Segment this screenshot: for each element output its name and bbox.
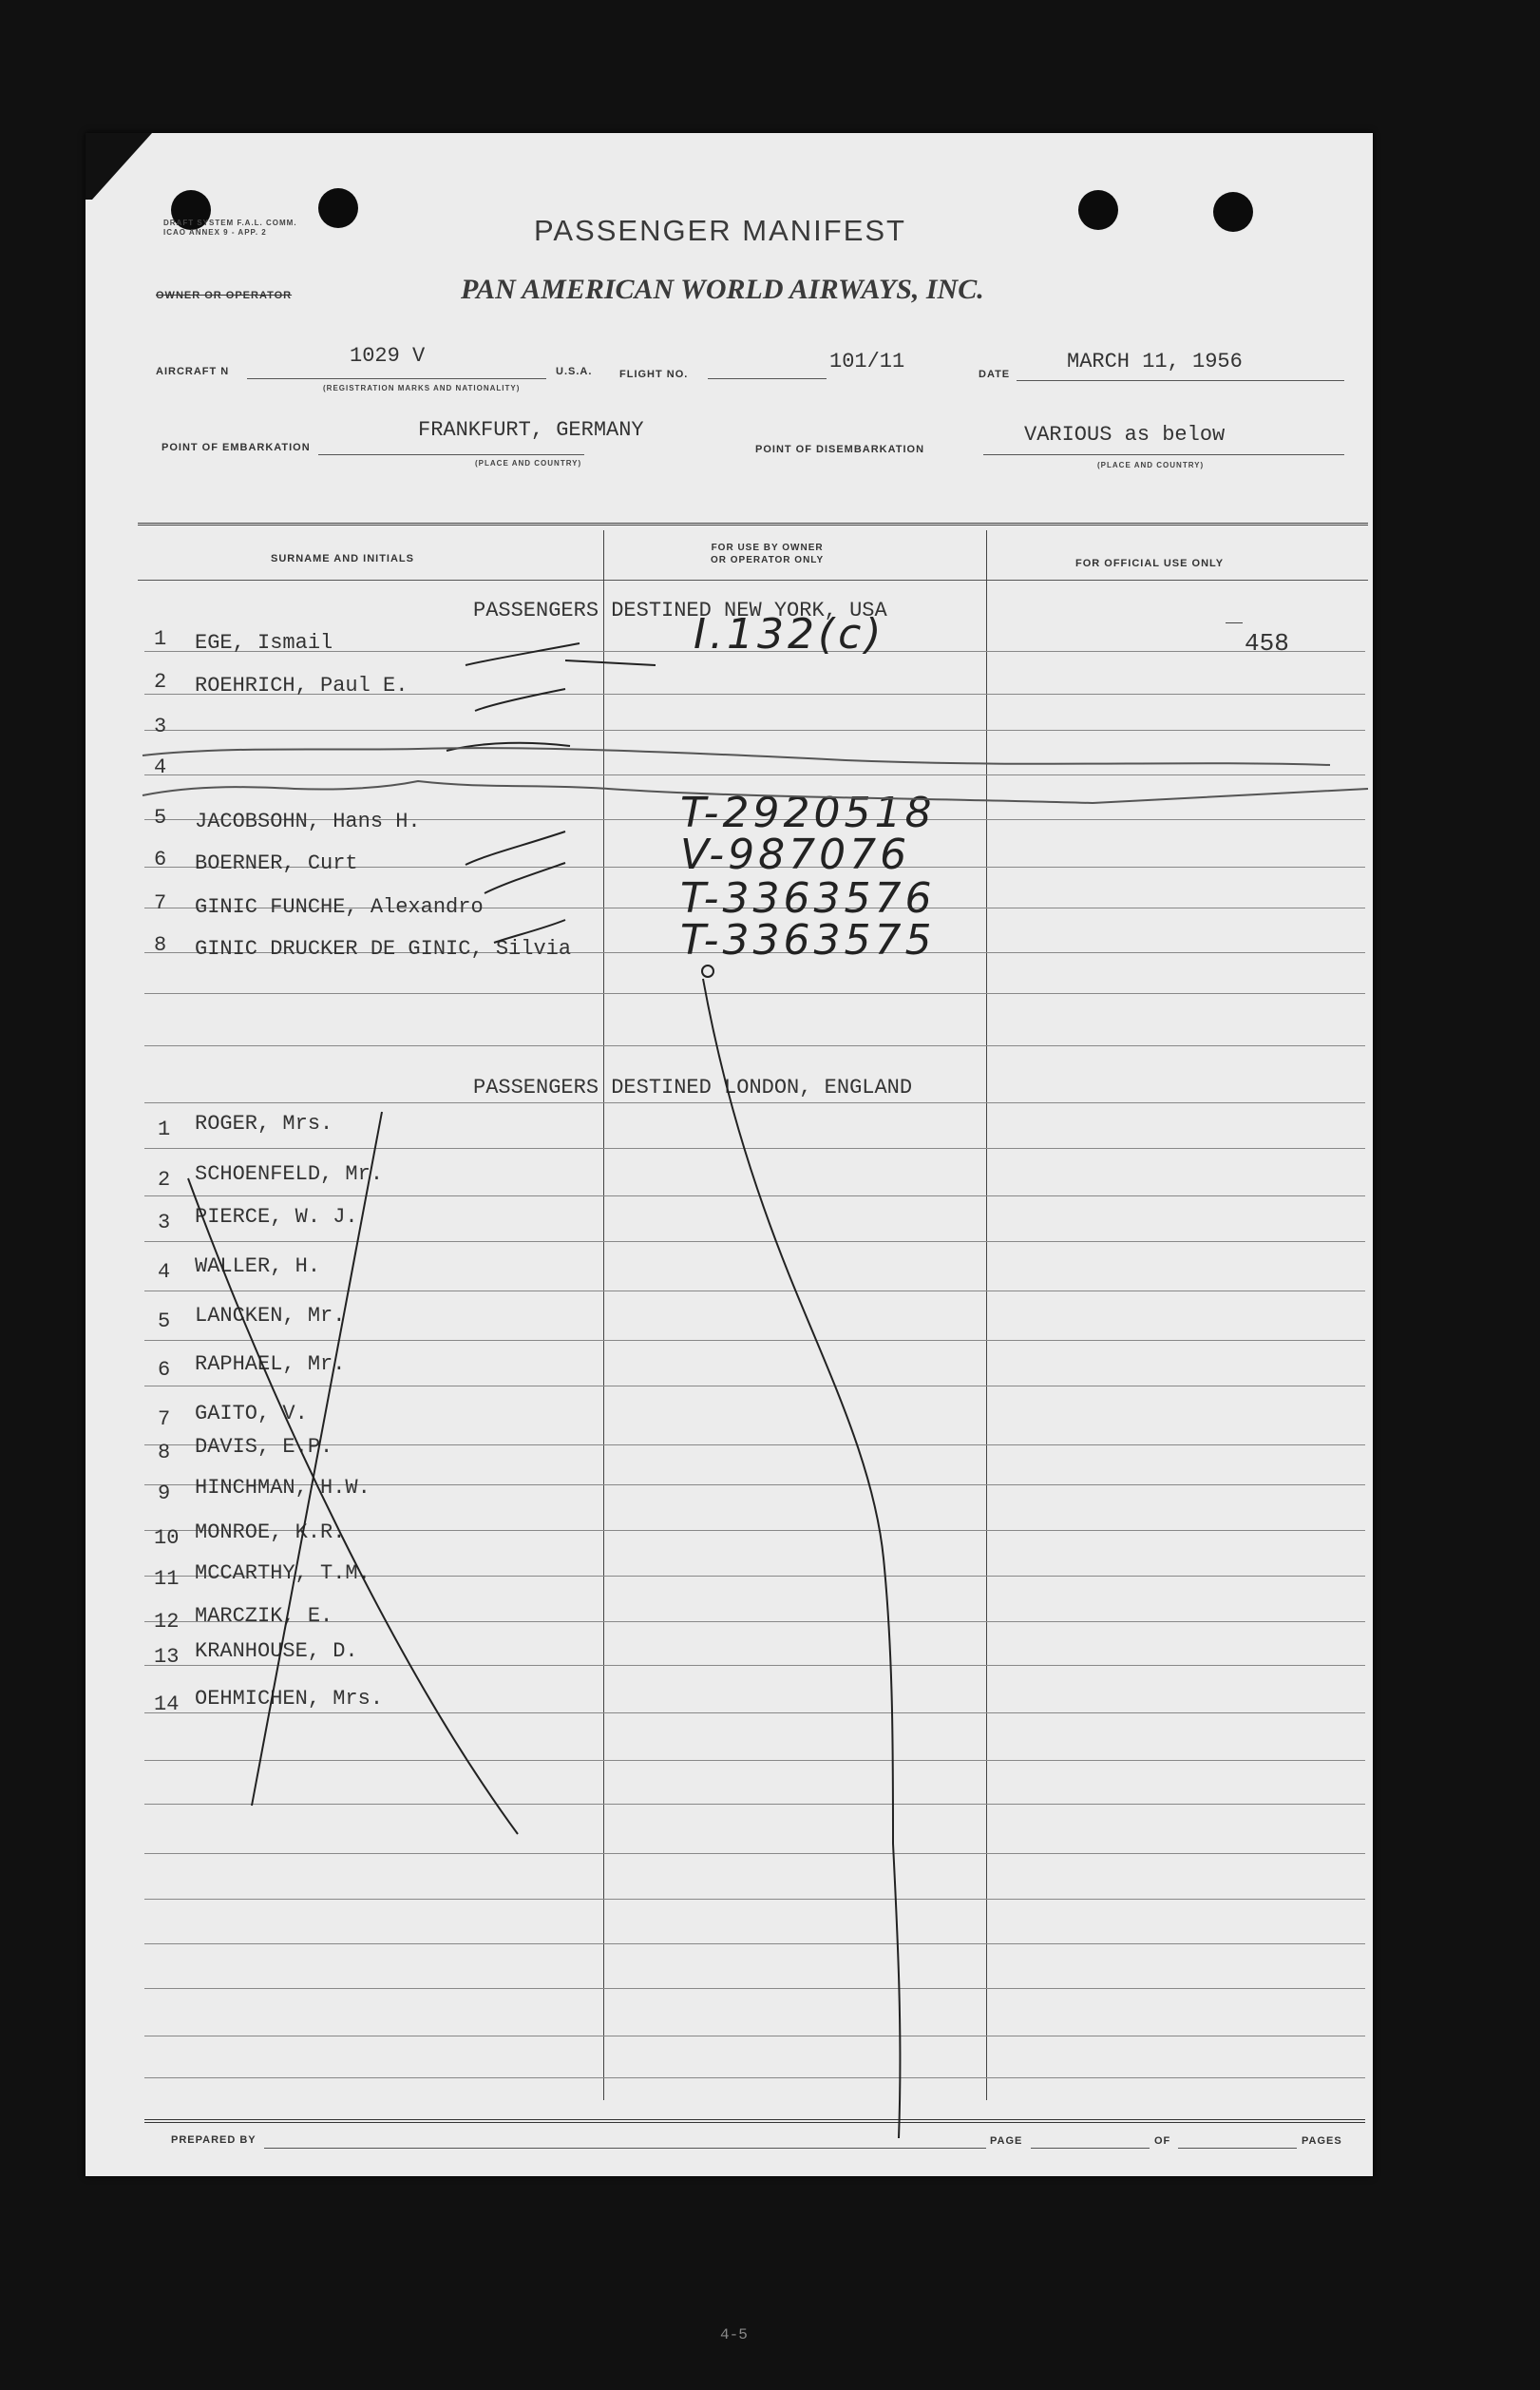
aircraft-value: 1029 V [350, 344, 426, 368]
check-mark [565, 660, 656, 665]
row-number: 13 [154, 1645, 180, 1669]
passenger-name: SCHOENFELD, Mr. [195, 1162, 384, 1186]
row-number: 2 [158, 1168, 171, 1192]
page-label: PAGE [990, 2135, 1023, 2147]
col-header-surname: SURNAME AND INITIALS [271, 553, 414, 564]
check-mark [466, 643, 580, 665]
passenger-name: OEHMICHEN, Mrs. [195, 1687, 384, 1711]
handwritten-document-number: T-2920518 [680, 789, 936, 837]
row-number: 10 [154, 1526, 180, 1550]
disembark-label: POINT OF DISEMBARKATION [755, 444, 925, 455]
of-label: OF [1154, 2135, 1171, 2147]
row-number: 5 [154, 806, 167, 830]
passenger-name: LANCKEN, Mr. [195, 1304, 346, 1328]
check-mark [485, 863, 565, 893]
official-dash [1226, 622, 1243, 623]
passenger-name: MCCARTHY, T.M. [195, 1561, 371, 1585]
manifest-sheet [86, 133, 1373, 2176]
passenger-name: EGE, Ismail [195, 631, 333, 655]
passenger-name: MONROE, K.R. [195, 1520, 346, 1544]
passenger-name: ROGER, Mrs. [195, 1112, 333, 1136]
handwritten-document-number: T-3363575 [680, 916, 936, 965]
passenger-name: MARCZIK, E. [195, 1604, 333, 1628]
row-number: 1 [158, 1118, 171, 1141]
row-number: 4 [154, 755, 167, 779]
check-mark [466, 832, 565, 865]
row-number: 1 [154, 627, 167, 651]
section1-heading: PASSENGERS DESTINED NEW YORK, USA [473, 599, 887, 622]
row-number: 5 [158, 1310, 171, 1333]
row-number: 6 [154, 848, 167, 871]
row-number: 6 [158, 1358, 171, 1382]
col-header-official: FOR OFFICIAL USE ONLY [1075, 558, 1225, 569]
row-number: 9 [158, 1482, 171, 1505]
date-value: MARCH 11, 1956 [1067, 350, 1243, 373]
airline-name: PAN AMERICAN WORLD AIRWAYS, INC. [461, 274, 984, 305]
registration-caption: (REGISTRATION MARKS AND NATIONALITY) [323, 384, 521, 392]
page-title: PASSENGER MANIFEST [534, 214, 906, 247]
disembark-value: VARIOUS as below [1024, 423, 1226, 447]
pages-label: PAGES [1302, 2135, 1342, 2147]
embark-label: POINT OF EMBARKATION [162, 442, 311, 453]
row-number: 3 [154, 715, 167, 738]
long-hand-line [703, 979, 900, 2138]
check-mark [475, 689, 565, 711]
form-code: DRAFT SYSTEM F.A.L. COMM. ICAO ANNEX 9 - APP. 2 [163, 219, 297, 237]
strike-line [188, 1178, 518, 1834]
flight-value: 101/11 [829, 350, 905, 373]
date-label: DATE [979, 369, 1011, 380]
row-number: 12 [154, 1610, 180, 1634]
passenger-name: JACOBSOHN, Hans H. [195, 810, 421, 833]
official-value: 458 [1245, 629, 1289, 658]
embark-caption: (PLACE AND COUNTRY) [475, 459, 582, 468]
row-number: 8 [158, 1441, 171, 1464]
aircraft-label: AIRCRAFT N [156, 366, 230, 377]
section2-heading: PASSENGERS DESTINED LONDON, ENGLAND [473, 1076, 913, 1099]
handwritten-marks [86, 133, 1373, 2176]
handwritten-document-number: T-3363576 [680, 874, 936, 923]
embark-value: FRANKFURT, GERMANY [418, 418, 644, 442]
owner-label: OWNER OR OPERATOR [156, 290, 293, 301]
row-number: 8 [154, 933, 167, 957]
disembark-caption: (PLACE AND COUNTRY) [1097, 461, 1205, 469]
row-number: 14 [154, 1692, 180, 1716]
passenger-name: GINIC DRUCKER DE GINIC, Silvia [195, 937, 572, 961]
passenger-name: BOERNER, Curt [195, 851, 358, 875]
flight-label: FLIGHT NO. [619, 369, 689, 380]
handwritten-document-number: V-987076 [680, 831, 911, 879]
passenger-name: HINCHMAN, H.W. [195, 1476, 371, 1500]
strike-line [252, 1112, 382, 1806]
passenger-name: ROEHRICH, Paul E. [195, 674, 409, 698]
passenger-name: KRANHOUSE, D. [195, 1639, 358, 1663]
row-number: 11 [154, 1567, 180, 1591]
passenger-name: GAITO, V. [195, 1402, 308, 1425]
passenger-name: RAPHAEL, Mr. [195, 1352, 346, 1376]
col-header-owner: FOR USE BY OWNER OR OPERATOR ONLY [711, 543, 825, 565]
passenger-name: DAVIS, E.P. [195, 1435, 333, 1459]
passenger-name: PIERCE, W. J. [195, 1205, 358, 1229]
row-number: 7 [158, 1407, 171, 1431]
passenger-name: GINIC FUNCHE, Alexandro [195, 895, 484, 919]
row-number: 4 [158, 1260, 171, 1284]
nationality: U.S.A. [556, 366, 593, 377]
row-number: 7 [154, 891, 167, 915]
handwritten-document-number: I.132(c) [694, 610, 885, 659]
passenger-name: WALLER, H. [195, 1254, 321, 1278]
row-number: 2 [154, 670, 167, 694]
prepared-label: PREPARED BY [171, 2134, 257, 2146]
bottom-mark: 4-5 [720, 2326, 748, 2343]
row-number: 3 [158, 1211, 171, 1234]
check-mark [494, 920, 565, 943]
